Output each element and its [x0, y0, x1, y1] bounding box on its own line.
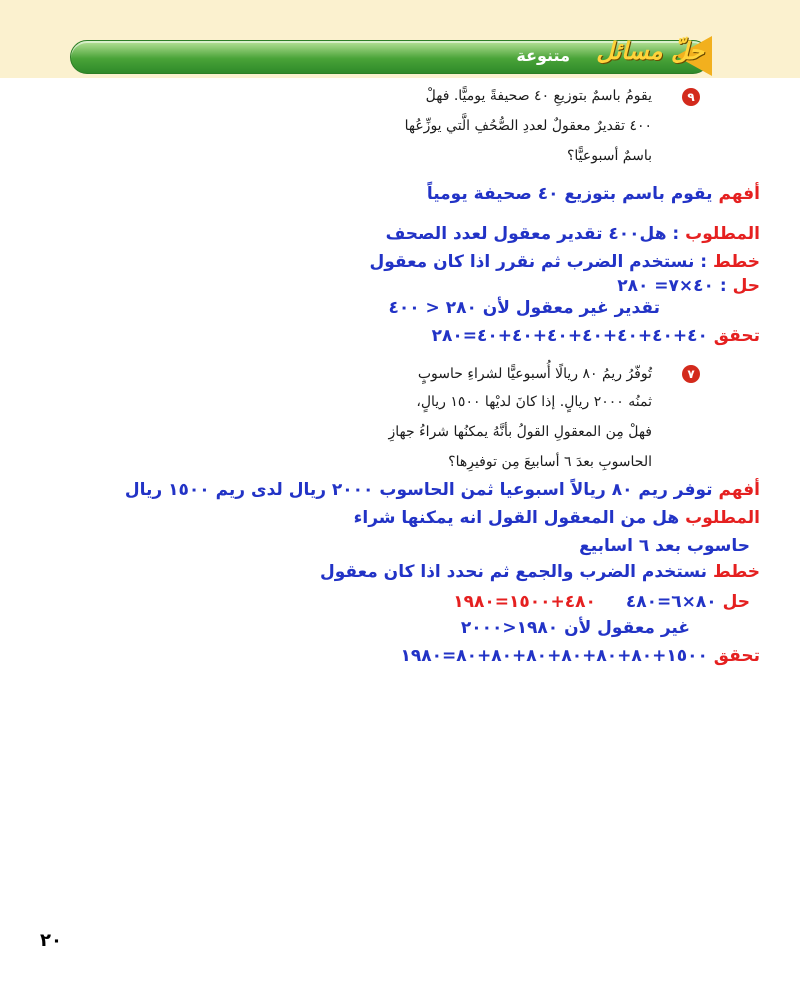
understand-text: توفر ريم ٨٠ ريالاً اسبوعيا ثمن الحاسوب ٢٠٠٠ ريال لدى ريم ١٥٠٠ ريال	[124, 480, 713, 500]
label-solve: حل	[732, 276, 760, 296]
solution2-required	[354, 508, 760, 528]
problem2-line: الحاسوبِ بعدَ ٦ أسابيعَ مِن توفيرِها؟	[448, 454, 652, 470]
page-number: ٢٠	[40, 930, 62, 951]
solution2-required-cont: حاسوب بعد ٦ اسابيع	[579, 536, 750, 556]
check-text: ١٥٠٠+٨٠+٨٠+٨٠+٨٠+٨٠+٨٠=١٩٨٠	[400, 646, 708, 666]
section-title: حلّ مسائل	[596, 36, 704, 65]
solution1-estimate: تقدير غير معقول لأن ٢٨٠ < ٤٠٠	[388, 298, 660, 318]
section-subtitle: متنوعة	[516, 46, 570, 65]
problem2-line: تُوفّرُ ريمُ ٨٠ ريالًا أُسبوعيًّا لشراءِ حاسوبٍ	[417, 366, 652, 382]
label-check: تحقق	[713, 326, 760, 346]
solution1-check	[432, 326, 760, 346]
label-required: المطلوب	[685, 224, 760, 244]
understand-text: يقوم باسم بتوزيع ٤٠ صحيفة يومياً	[426, 184, 713, 204]
label-solve: حل	[722, 592, 750, 612]
plan-text: نستخدم الضرب والجمع ثم نحدد اذا كان معقول	[320, 562, 708, 582]
label-required: المطلوب	[685, 508, 760, 528]
label-understand: أفهم	[718, 184, 760, 204]
solution2-estimate: غير معقول لأن ١٩٨٠<٢٠٠٠	[460, 618, 690, 638]
solution2-understand	[125, 480, 760, 500]
problem1-line: يقومُ باسمٌ بتوزيعِ ٤٠ صحيفةً يوميًّا. فهلْ	[425, 88, 652, 104]
solution1-solve	[617, 276, 760, 296]
plan-text: : نستخدم الضرب ثم نقرر اذا كان معقول	[369, 252, 708, 272]
solution2-plan	[320, 562, 760, 582]
problem-number-badge: ٧	[682, 365, 700, 383]
required-text: هل من المعقول القول انه يمكنها شراء	[353, 508, 680, 528]
solve-text: ٨٠×٦=٤٨٠	[625, 592, 717, 612]
solution1-understand	[427, 184, 760, 204]
required-text: : هل٤٠٠ تقدير معقول لعدد الصحف	[385, 224, 680, 244]
problem2-line: فهلْ مِن المعقولِ القولُ بأنَّهُ يمكنُها شراءُ جهازِ	[388, 424, 652, 440]
solution2-solve	[453, 592, 750, 612]
problem2-line: ثمنُه ٢٠٠٠ ريالٍ. إذا كانَ لديْها ١٥٠٠ ريالٍ،	[416, 394, 652, 410]
solve-text: : ٤٠×٧= ٢٨٠	[617, 276, 727, 296]
problem-number-badge: ٩	[682, 88, 700, 106]
problem1-line: ٤٠٠ تقديرٌ معقولٌ لعددِ الصُّحُفِ الَّتي يوزِّعُها	[404, 118, 652, 134]
solution2-check	[401, 646, 761, 666]
problem1-line: باسمٌ أسبوعيًّا؟	[566, 148, 652, 164]
label-plan: خطط	[712, 252, 760, 272]
solve-text-2: ٤٨٠+١٥٠٠=١٩٨٠	[453, 592, 596, 612]
solution1-plan	[369, 252, 760, 272]
label-check: تحقق	[713, 646, 760, 666]
label-understand: أفهم	[718, 480, 760, 500]
solution1-required	[386, 224, 760, 244]
label-plan: خطط	[712, 562, 760, 582]
check-text: ٤٠+٤٠+٤٠+٤٠+٤٠+٤٠+٤٠=٢٨٠	[431, 326, 708, 346]
